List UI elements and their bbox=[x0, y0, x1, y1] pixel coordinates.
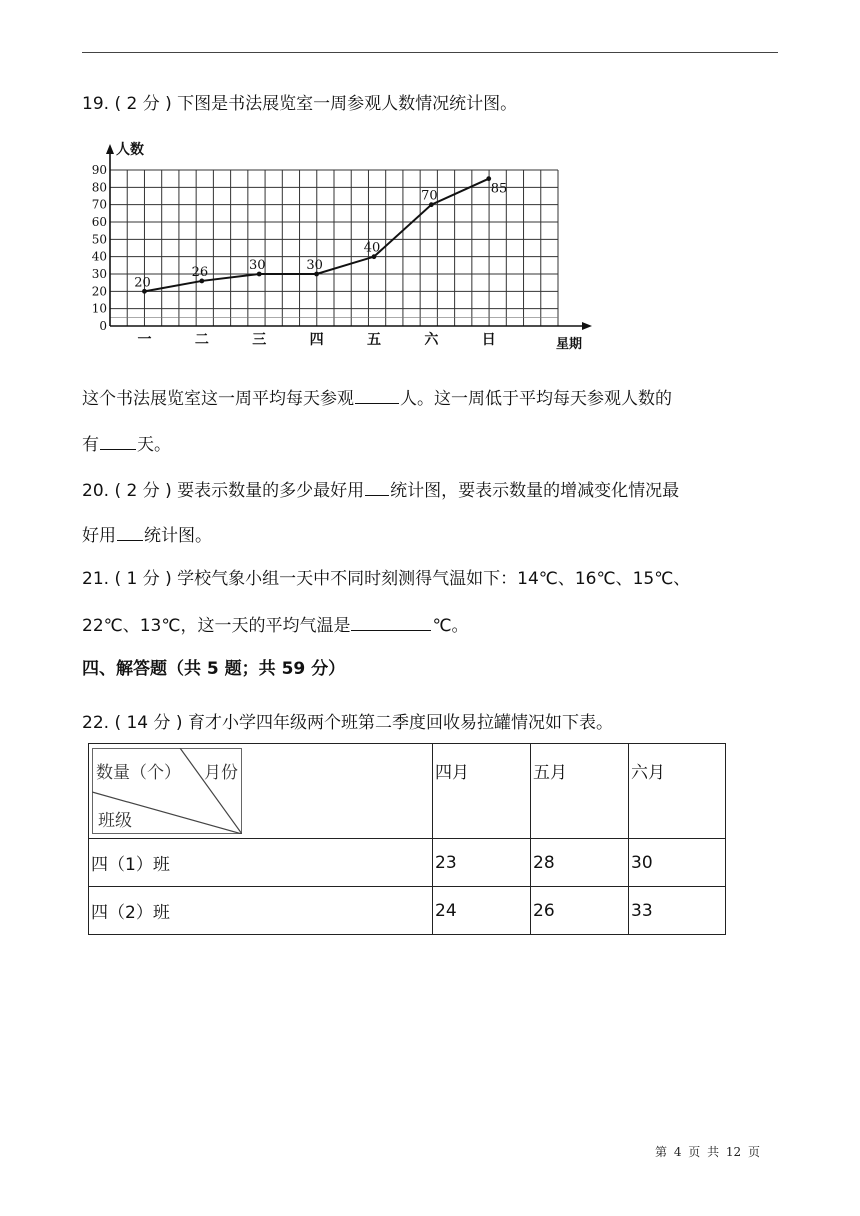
q19-text-c: 有 bbox=[82, 435, 99, 455]
x-tick-label: 三 bbox=[252, 332, 267, 348]
q22-question: 22. ( 14 分 ) 育才小学四年级两个班第二季度回收易拉罐情况如下表。 bbox=[82, 713, 613, 733]
y-tick-label: 10 bbox=[91, 301, 107, 316]
visitors-line-chart bbox=[82, 132, 602, 358]
q20-line-1 bbox=[82, 477, 679, 503]
x-tick-label: 日 bbox=[481, 332, 496, 348]
data-label: 40 bbox=[363, 240, 381, 256]
y-tick-label: 80 bbox=[91, 180, 107, 195]
data-label: 70 bbox=[421, 188, 438, 204]
page-footer: 第 4 页 共 12 页 bbox=[655, 1145, 760, 1159]
month-header-april: 四月 bbox=[433, 744, 531, 839]
q21-text-a: 21. ( 1 分 ) 学校气象小组一天中不同时刻测得气温如下：14℃、16℃、15℃、 bbox=[82, 569, 691, 589]
q21-text-c: ℃。 bbox=[432, 616, 469, 636]
header-class-label: 班级 bbox=[98, 811, 132, 831]
q21-blank-temperature[interactable] bbox=[351, 612, 431, 631]
y-tick-label: 60 bbox=[91, 215, 107, 229]
table-row bbox=[89, 839, 726, 887]
data-label: 20 bbox=[134, 275, 151, 291]
q19-score: ( 2 分 ) bbox=[114, 94, 172, 114]
table-cell: 24 bbox=[433, 887, 531, 935]
q20-text-a: 20. ( 2 分 ) 要表示数量的多少最好用 bbox=[82, 481, 365, 501]
x-tick-label: 五 bbox=[366, 332, 381, 348]
cans-table bbox=[88, 743, 726, 935]
q19-number: 19. bbox=[82, 94, 110, 114]
data-label: 30 bbox=[248, 258, 266, 273]
q19-blank-average[interactable] bbox=[355, 385, 399, 404]
q19-question bbox=[82, 92, 517, 116]
y-tick-label: 50 bbox=[91, 232, 107, 247]
x-axis-arrow bbox=[582, 322, 592, 330]
q19-text-b: 人。这一周低于平均每天参观人数的 bbox=[400, 389, 672, 409]
y-tick-label: 40 bbox=[91, 249, 107, 264]
table-row bbox=[89, 887, 726, 935]
data-label: 30 bbox=[306, 258, 323, 273]
q19-blank-days[interactable] bbox=[100, 431, 136, 450]
q19-fill-line-1 bbox=[82, 385, 672, 411]
y-axis-label: 人数 bbox=[116, 142, 144, 158]
row-class-label: 四（2）班 bbox=[89, 887, 433, 935]
q20-text-d: 统计图。 bbox=[144, 526, 212, 546]
q20-text-b: 统计图，要表示数量的增减变化情况最 bbox=[390, 481, 680, 501]
q20-blank-2[interactable] bbox=[117, 522, 143, 541]
q21-line-1 bbox=[82, 567, 690, 591]
q19-text: 下图是书法展览室一周参观人数情况统计图。 bbox=[177, 94, 518, 114]
data-point bbox=[486, 176, 491, 181]
y-tick-label: 30 bbox=[91, 267, 107, 281]
table-cell: 33 bbox=[629, 887, 726, 935]
table-cell: 23 bbox=[433, 839, 531, 887]
q20-text-c: 好用 bbox=[82, 526, 116, 546]
q21-text-b: 22℃、13℃，这一天的平均气温是 bbox=[82, 616, 351, 636]
section-4-title: 四、解答题（共 5 题；共 59 分） bbox=[82, 659, 346, 679]
header-quantity-label: 数量（个） bbox=[96, 763, 181, 783]
x-tick-label: 二 bbox=[194, 332, 209, 348]
q20-line-2 bbox=[82, 522, 212, 548]
q21-line-2 bbox=[82, 612, 469, 638]
row-class-label: 四（1）班 bbox=[89, 839, 433, 887]
q20-blank-1[interactable] bbox=[365, 477, 389, 496]
x-tick-label: 一 bbox=[137, 332, 152, 348]
x-tick-label: 六 bbox=[424, 332, 439, 348]
y-tick-label: 20 bbox=[91, 284, 107, 299]
header-month-label: 月份 bbox=[204, 763, 238, 783]
q19-text-a: 这个书法展览室这一周平均每天参观 bbox=[82, 389, 354, 409]
table-cell: 30 bbox=[629, 839, 726, 887]
month-header-june: 六月 bbox=[629, 744, 726, 839]
y-tick-label: 90 bbox=[91, 163, 107, 177]
x-tick-label: 四 bbox=[309, 332, 324, 348]
x-axis-label: 星期 bbox=[556, 337, 583, 352]
table-cell: 28 bbox=[531, 839, 629, 887]
header-rule bbox=[82, 52, 778, 53]
y-tick-label: 70 bbox=[91, 197, 107, 212]
table-header-row bbox=[89, 744, 726, 839]
data-label: 85 bbox=[490, 181, 508, 197]
q19-text-d: 天。 bbox=[137, 435, 171, 455]
y-axis-arrow bbox=[106, 144, 114, 154]
table-diagonal-header bbox=[89, 744, 433, 839]
month-header-may: 五月 bbox=[531, 744, 629, 839]
q19-fill-line-2 bbox=[82, 431, 171, 457]
data-label: 26 bbox=[191, 264, 209, 280]
table-cell: 26 bbox=[531, 887, 629, 935]
y-tick-label: 0 bbox=[99, 319, 107, 333]
